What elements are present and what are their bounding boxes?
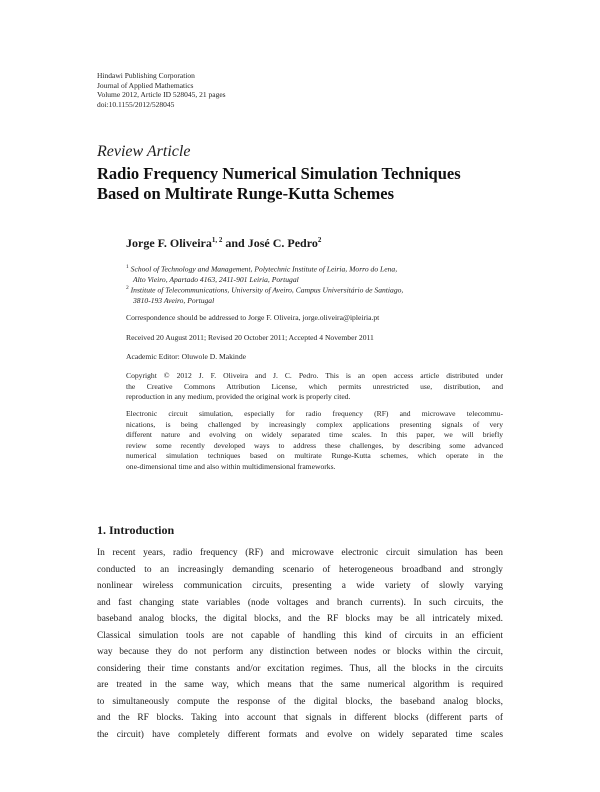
title-line: Based on Multirate Runge-Kutta Schemes (97, 184, 394, 203)
correspondence-note: Correspondence should be addressed to Jorge F. Oliveira, jorge.oliveira@ipleiria.pt (126, 313, 380, 322)
body-line: conducted to an increasingly demanding scenario of heterogeneous broadband and strongly (97, 564, 503, 575)
body-line: and fast changing state variables (node voltages and branch currents). In such circuits, the (97, 597, 503, 608)
body-line: considering their time constants and/or excitation regimes. Thus, all the blocks in the circuits (97, 663, 503, 674)
author-name: Jorge F. Oliveira (126, 236, 212, 250)
received-dates: Received 20 August 2011; Revised 20 October 2011; Accepted 4 November 2011 (126, 333, 374, 342)
author-list (126, 236, 321, 251)
body-line: In recent years, radio frequency (RF) and microwave electronic circuit simulation has been (97, 548, 503, 558)
title-line: Radio Frequency Numerical Simulation Techniques (97, 164, 461, 183)
copyright-notice (126, 371, 503, 403)
affiliation-number: 1 (126, 264, 129, 270)
article-type: Review Article (97, 143, 191, 160)
author-name: José C. Pedro (247, 236, 318, 250)
journal-header (97, 71, 226, 109)
journal-line: Journal of Applied Mathematics (97, 80, 194, 90)
section-heading: 1. Introduction (97, 523, 175, 537)
copyright-line: the Creative Commons Attribution License, which permits unrestricted use, distribution, and (126, 381, 503, 391)
affiliation-text: School of Technology and Management, Polytechnic Institute of Leiria, Morro do Lena, (130, 264, 398, 274)
publisher-line: Hindawi Publishing Corporation (97, 71, 195, 80)
affiliation-marker: 2 (317, 236, 322, 244)
body-line: to simultaneously compute the response of the digital blocks, the baseband analog blocks, (97, 696, 503, 707)
body-line: baseband analog blocks, the digital blocks, and the RF blocks may be all intricately mixed. (97, 614, 503, 624)
body-line: the circuit) have completely different formats and evolve on widely separated time scales (97, 729, 503, 740)
body-line: nonlinear wireless communication circuits, presenting a wide variety of slowly varying (97, 581, 503, 591)
affiliation-2 (126, 283, 403, 307)
body-line: are treated in the same way, which means that the same numerical algorithm is required (97, 680, 503, 690)
doi-line: doi:10.1155/2012/528045 (97, 99, 175, 109)
volume-line: Volume 2012, Article ID 528045, 21 pages (97, 90, 226, 99)
body-line: and the RF blocks. Taking into account that signals in different blocks (different parts of (97, 713, 503, 723)
abstract-line: different nature and evolving on widely separated time scales. In this paper, we will briefly (126, 430, 503, 439)
abstract-line: numerical simulation techniques based on multirate Runge-Kutta schemes, which operate in the (126, 451, 503, 460)
abstract-line: review some recently developed ways to address these challenges, by describing some advanced (126, 440, 503, 450)
academic-editor: Academic Editor: Oluwole D. Makinde (126, 352, 246, 361)
affiliation-number: 2 (126, 285, 129, 291)
affiliation-marker: 1, 2 (211, 236, 223, 244)
abstract-line: nications, is being challenged by increasingly complex applications presenting signals of very (126, 419, 503, 429)
affiliation-text: Alto Vieiro, Apartado 4163, 2411-901 Leiria, Portugal (133, 275, 299, 285)
body-line: Classical simulation tools are not capable of handling this kind of circuits in an efficient (97, 630, 503, 641)
affiliation-text: Institute of Telecommunications, University of Aveiro, Campus Universitário de Santiago, (130, 285, 404, 295)
author-separator: and (222, 236, 248, 250)
affiliation-1 (126, 262, 397, 286)
abstract-line: one-dimensional time and also within multidimensional frameworks. (126, 461, 336, 471)
abstract-line: Electronic circuit simulation, especially for radio frequency (RF) and microwave telecommu- (126, 409, 503, 418)
copyright-line: Copyright © 2012 J. F. Oliveira and J. C. Pedro. This is an open access article distributed under (126, 371, 503, 380)
copyright-line: reproduction in any medium, provided the original work is properly cited. (126, 392, 351, 401)
affiliation-text: 3810-193 Aveiro, Portugal (133, 296, 215, 306)
introduction-body (97, 545, 503, 743)
body-line: way because they do not perform any distinction between nodes or blocks within the circuit, (97, 647, 503, 657)
article-title (97, 164, 461, 204)
abstract (126, 409, 503, 472)
